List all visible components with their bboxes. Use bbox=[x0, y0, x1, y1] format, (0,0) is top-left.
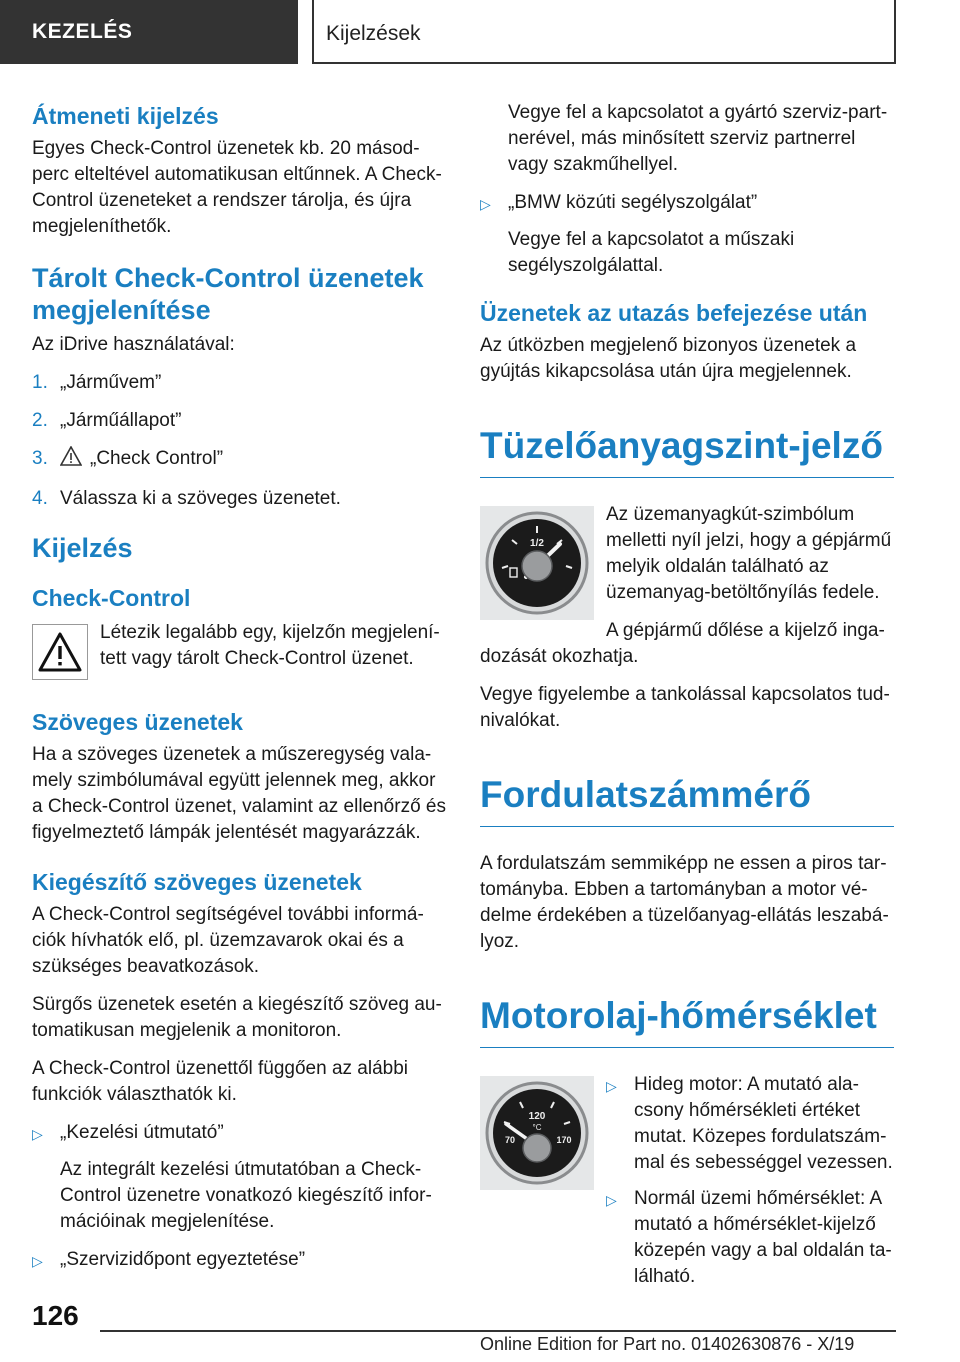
fuel-gauge-label: 1/2 bbox=[530, 538, 544, 549]
bullet-triangle-icon: ▷ bbox=[32, 1126, 43, 1142]
heading-oil-temperature: Motorolaj-hőmérséklet bbox=[480, 993, 894, 1048]
oil-gauge-low-label: 70 bbox=[504, 1135, 516, 1145]
para-tachometer: A fordulatszám semmiképp ne essen a piros tartományba. Ebben a tartományban a motor védelme érdekében a tüzelőanyag-ellátás leszabályoz. bbox=[480, 853, 889, 952]
list-item bbox=[606, 1072, 894, 1176]
para-text-messages: Ha a szöveges üzenetek a műszeregység valamely szimbólumával együtt jelennek meg, akkor a Check-Control üzenet, valamint az ellenőrző és figyelmeztető lámpák jelentését magyarázzák. bbox=[32, 744, 446, 843]
fuel-gauge-image bbox=[480, 506, 594, 620]
chapter-header bbox=[312, 0, 896, 64]
para-temporary: Egyes Check-Control üzenetek kb. 20 másodperc elteltével automatikusan eltűnnek. A Check-Control üzeneteket a rendszer tárolja, és újra megjeleníthetők. bbox=[32, 138, 442, 237]
right-column bbox=[480, 100, 894, 1300]
bullet-text: Normál üzemi hőmérséklet: A mutató a hőmérséklet-kijelző közepén vagy a bal oldalán található. bbox=[634, 1188, 892, 1287]
list-item bbox=[32, 408, 446, 434]
para-extra-3: A Check-Control üzenettől függően az alábbi funkciók választhatók ki. bbox=[32, 1058, 409, 1105]
bullet-text: „BMW közúti segélyszolgálat” bbox=[508, 192, 758, 213]
bullet-text: Hideg motor: A mutató alacsony hőmérsékleti értéket mutat. Közepes fordulatszámmal és sebességgel vezessen. bbox=[634, 1074, 893, 1173]
step-number: 1. bbox=[32, 372, 48, 393]
list-item bbox=[32, 486, 446, 512]
step-number: 3. bbox=[32, 448, 48, 469]
section-label: KEZELÉS bbox=[32, 20, 133, 43]
heading-after-trip: Üzenetek az utazás befejezése után bbox=[480, 300, 868, 326]
list-item bbox=[606, 1186, 894, 1290]
list-item bbox=[32, 1120, 446, 1147]
step-text: „Járműállapot” bbox=[60, 410, 182, 431]
para-fuel-1: Az üzemanyagkút-szimbólum melletti nyíl jelzi, hogy a gépjármű melyik oldalán található az üzemanyag-betöltőnyílás fedele. bbox=[606, 504, 892, 603]
step-number: 4. bbox=[32, 488, 48, 509]
heading-stored: Tárolt Check-Control üzenetek megjelenítése bbox=[32, 263, 424, 325]
heading-check-control: Check-Control bbox=[32, 585, 191, 611]
chapter-label: Kijelzések bbox=[326, 22, 421, 45]
bullet-description: Vegye fel a kapcsolatot a műszaki segélyszolgálattal. bbox=[508, 229, 795, 276]
list-item bbox=[480, 190, 894, 217]
oil-gauge-unit-label: °C bbox=[532, 1123, 542, 1132]
list-item bbox=[32, 1247, 446, 1274]
section-header bbox=[0, 0, 298, 64]
step-number: 2. bbox=[32, 410, 48, 431]
para-idrive: Az iDrive használatával: bbox=[32, 334, 235, 355]
footer-divider bbox=[100, 1330, 896, 1332]
list-item bbox=[32, 446, 446, 474]
para-check-control: Létezik legalább egy, kijelzőn megjelenített vagy tárolt Check-Control üzenet. bbox=[100, 622, 440, 669]
bullet-triangle-icon: ▷ bbox=[32, 1253, 43, 1269]
step-text: „Járművem” bbox=[60, 372, 162, 393]
heading-display: Kijelzés bbox=[32, 533, 133, 563]
heading-tachometer: Fordulatszámmérő bbox=[480, 772, 894, 827]
bullet-text: „Szervizidőpont egyeztetése” bbox=[60, 1249, 306, 1270]
para-after-trip: Az útközben megjelenő bizonyos üzenetek a gyújtás kikapcsolása után újra megjelennek. bbox=[480, 335, 857, 382]
left-column bbox=[32, 100, 446, 1284]
para-fuel-2: A gépjármű dőlése a kijelző ingadozását okozhatja. bbox=[480, 620, 885, 667]
bullet-triangle-icon: ▷ bbox=[480, 196, 491, 212]
bullet-triangle-icon: ▷ bbox=[606, 1192, 617, 1208]
oil-gauge-mid-label: 120 bbox=[528, 1111, 546, 1122]
step-text: Válassza ki a szöveges üzenetet. bbox=[60, 488, 341, 509]
bullet-text: „Kezelési útmutató” bbox=[60, 1122, 224, 1143]
page-number: 126 bbox=[32, 1300, 79, 1331]
oil-temperature-gauge-image bbox=[480, 1076, 594, 1190]
steps-list bbox=[32, 370, 446, 512]
para-fuel-3: Vegye figyelembe a tankolással kapcsolatos tudnivalókat. bbox=[480, 684, 890, 731]
heading-text-messages: Szöveges üzenetek bbox=[32, 709, 243, 735]
list-item bbox=[32, 370, 446, 396]
step-text: „Check Control” bbox=[90, 448, 224, 469]
warning-triangle-icon bbox=[60, 446, 90, 474]
para-extra-2: Sürgős üzenetek esetén a kiegészítő szöveg automatikusan megjelenik a monitoron. bbox=[32, 994, 442, 1041]
heading-temporary: Átmeneti kijelzés bbox=[32, 103, 219, 129]
edition-note: Online Edition for Part no. 01402630876 - X/19 bbox=[480, 1334, 855, 1354]
bullet-description: Az integrált kezelési útmutatóban a Check-Control üzenetre vonatkozó kiegészítő információinak megjelenítése. bbox=[60, 1159, 432, 1232]
bullet-triangle-icon: ▷ bbox=[606, 1078, 617, 1094]
para-extra-1: A Check-Control segítségével további információk hívhatók elő, pl. üzemzavarok okai és a szükséges beavatkozások. bbox=[32, 904, 424, 977]
heading-extra-messages: Kiegészítő szöveges üzenetek bbox=[32, 869, 362, 895]
para-service: Vegye fel a kapcsolatot a gyártó szerviz-partnerével, más minősített szerviz partnerrel vagy szakműhellyel. bbox=[508, 102, 888, 175]
warning-triangle-icon bbox=[32, 624, 88, 680]
oil-gauge-high-label: 170 bbox=[556, 1135, 572, 1145]
heading-fuel-gauge: Tüzelőanyagszint-jelző bbox=[480, 423, 894, 478]
